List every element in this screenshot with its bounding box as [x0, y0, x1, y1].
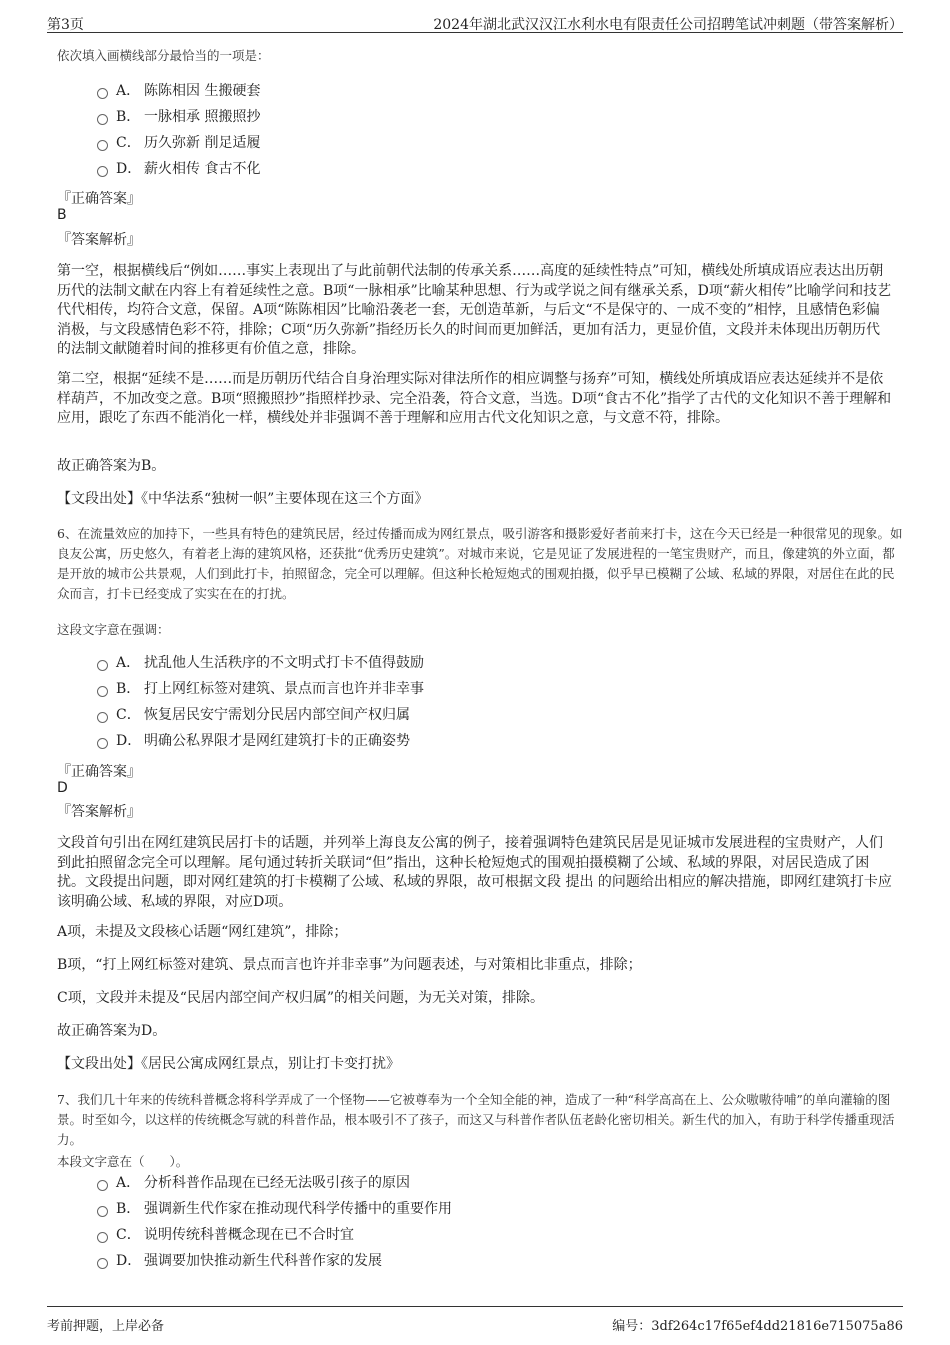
q5-answer: B — [57, 207, 67, 223]
radio-button[interactable] — [97, 1258, 108, 1269]
q7-option-a[interactable]: A． 分析科普作品现在已经无法吸引孩子的原因 — [97, 1172, 410, 1194]
radio-button[interactable] — [97, 686, 108, 697]
q5-analysis-p2: 第二空，根据“延续不是……而是历朝历代结合自身治理实际对律法所作的相应调整与扬弃”可知，横线处所填成语应表达延续并不是依样葫芦，不加改变之意。B项“照搬照抄”指照样抄录、完全沿袭，符合文意，当选。D项“食古不化”指学了古代的文化知识不善于理解和应用，跟吃了东西不能消化一样，横线处并非强调不善于理解和应用古代文化知识之意，与文意不符，排除。 — [57, 371, 892, 426]
q6-answer: D — [57, 780, 68, 796]
q6-stem: 6、在流量效应的加持下，一些具有特色的建筑民居，经过传播而成为网红景点，吸引游客和摄影爱好者前来打卡，这在今天已经是一种很常见的现象。如良友公寓，历史悠久，有着老上海的建筑风格，还获批“优秀历史建筑”。对城市来说，它是见证了发展进程的一笔宝贵财产，而且，像建筑的外立面，都是开放的城市公共景观，人们到此打卡，拍照留念，完全可以理解。但这种长枪短炮式的围观拍摄，似乎早已模糊了公域、私域的界限，对居住在此的民众而言，打卡已经变成了实实在在的打扰。 — [57, 526, 903, 601]
radio-button[interactable] — [97, 1232, 108, 1243]
q6-analysis-a: A项，未提及文段核心话题“网红建筑”，排除； — [57, 924, 348, 940]
q6-option-b[interactable]: B． 打上网红标签对建筑、景点而言也许并非幸事 — [97, 678, 424, 700]
q7-question: 本段文字意在（ ）。 — [57, 1154, 189, 1169]
page-header — [47, 12, 903, 33]
q6-analysis-p1: 文段首句引出在网红建筑民居打卡的话题，并列举上海良友公寓的例子，接着强调特色建筑民居是见证城市发展进程的宝贵财产，人们到此拍照留念完全可以理解。尾句通过转折关联词“但”指出，这种长枪短炮式的围观拍摄模糊了公域、私域的界限，对居民造成了困扰。文段提出问题，即对网红建筑的打卡模糊了公域、私域的界限，故可根据文段 提出 的问题给出相应的解决措施，即网红建筑打卡应该明确公域、私域的界限，对应D项。 — [57, 835, 892, 910]
q5-option-a[interactable]: A． 陈陈相因 生搬硬套 — [97, 80, 260, 102]
footer-slogan: 考前押题，上岸必备 — [47, 1319, 165, 1334]
q6-analysis-c: C项，文段并未提及“民居内部空间产权归属”的相关问题，为无关对策，排除。 — [57, 990, 545, 1006]
q7-stem: 7、我们几十年来的传统科普概念将科学弄成了一个怪物——它被尊奉为一个全知全能的神，造成了一种“科学高高在上、公众嗷嗷待哺”的单向灌输的图景。时至如今，以这样的传统概念写就的科普作品，根本吸引不了孩子，而这又与科普作者队伍老龄化密切相关。新生代的加入，有助于科学传播重现活力。 — [57, 1092, 895, 1147]
q6-analysis-b: B项，“打上网红标签对建筑、景点而言也许并非幸事”为问题表述，与对策相比非重点，排除； — [57, 957, 642, 973]
q6-correct-label: 『正确答案』 — [57, 764, 141, 780]
q6-source: 【文段出处】《居民公寓成网红景点，别让打卡变打扰》 — [57, 1056, 400, 1072]
q5-option-b[interactable]: B． 一脉相承 照搬照抄 — [97, 106, 260, 128]
q5-source: 【文段出处】《中华法系“独树一帜”主要体现在这三个方面》 — [57, 491, 429, 507]
radio-button[interactable] — [97, 1180, 108, 1191]
q5-conclusion: 故正确答案为B。 — [57, 458, 166, 474]
q5-analysis-p1: 第一空，根据横线后“例如……事实上表现出了与此前朝代法制的传承关系……高度的延续性特点”可知，横线处所填成语应表达出历朝历代的法制文献在内容上有着延续性之意。B项“一脉相承”比喻某种思想、行为或学说之间有继承关系，D项“薪火相传”比喻学问和技艺代代相传，均符合文意，保留。A项“陈陈相因”比喻沿袭老一套，无创造革新，与后文“不是保守的、一成不变的”相悖，且感情色彩偏消极，与文段感情色彩不符，排除；C项“历久弥新”指经历长久的时间而更加鲜活，更加有活力，更显价值，文段并未体现出历朝历代的法制文献随着时间的推移更有价值之意，排除。 — [57, 263, 892, 357]
q5-option-d[interactable]: D． 薪火相传 食古不化 — [97, 158, 260, 180]
q5-stem: 依次填入画横线部分最恰当的一项是： — [57, 48, 270, 63]
page-footer — [47, 1306, 903, 1334]
radio-button[interactable] — [97, 712, 108, 723]
radio-button[interactable] — [97, 140, 108, 151]
q6-conclusion: 故正确答案为D。 — [57, 1023, 167, 1039]
q5-correct-label: 『正确答案』 — [57, 191, 141, 207]
q7-option-b[interactable]: B． 强调新生代作家在推动现代科学传播中的重要作用 — [97, 1198, 452, 1220]
document-title: 2024年湖北武汉汉江水利水电有限责任公司招聘笔试冲刺题（带答案解析） — [433, 17, 903, 33]
footer-code: 编号：3df264c17f65ef4dd21816e715075a86 — [612, 1319, 903, 1334]
q5-analysis-label: 『答案解析』 — [57, 232, 141, 248]
page-number: 第3页 — [47, 17, 84, 33]
radio-button[interactable] — [97, 166, 108, 177]
radio-button[interactable] — [97, 1206, 108, 1217]
radio-button[interactable] — [97, 88, 108, 99]
q6-option-a[interactable]: A． 扰乱他人生活秩序的不文明式打卡不值得鼓励 — [97, 652, 424, 674]
q6-question: 这段文字意在强调： — [57, 622, 170, 637]
q7-option-c[interactable]: C． 说明传统科普概念现在已不合时宜 — [97, 1224, 354, 1246]
radio-button[interactable] — [97, 738, 108, 749]
q7-option-d[interactable]: D． 强调要加快推动新生代科普作家的发展 — [97, 1250, 382, 1272]
q6-analysis-label: 『答案解析』 — [57, 804, 141, 820]
radio-button[interactable] — [97, 660, 108, 671]
q6-option-d[interactable]: D． 明确公私界限才是网红建筑打卡的正确姿势 — [97, 730, 410, 752]
radio-button[interactable] — [97, 114, 108, 125]
q5-option-c[interactable]: C． 历久弥新 削足适履 — [97, 132, 260, 154]
q6-option-c[interactable]: C． 恢复居民安宁需划分民居内部空间产权归属 — [97, 704, 410, 726]
